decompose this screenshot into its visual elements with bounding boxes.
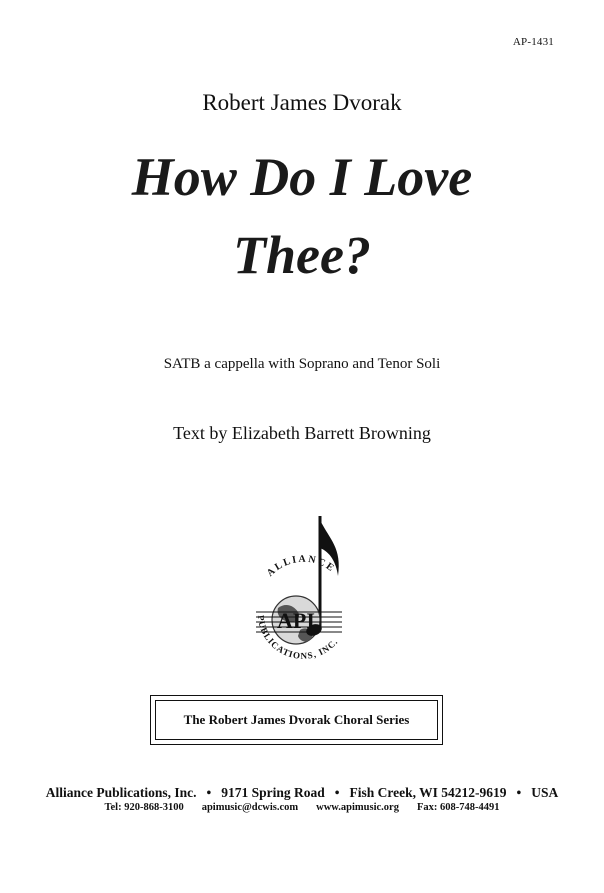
- svg-text:ALLIANCE: [265, 554, 337, 579]
- publisher-contact-line: [0, 802, 604, 813]
- publisher-fax: Fax: 608-748-4491: [416, 802, 500, 813]
- publisher-address-line: [0, 785, 604, 801]
- voicing: SATB a cappella with Soprano and Tenor Soli: [163, 356, 441, 372]
- bullet: •: [206, 785, 212, 800]
- publisher-name: Alliance Publications, Inc.: [45, 785, 197, 800]
- series-box: [150, 695, 443, 745]
- title-line-2: Thee?: [233, 225, 371, 285]
- publisher-logo-icon: [238, 512, 368, 687]
- composer-name: Robert James Dvorak: [202, 90, 402, 115]
- logo-top-text: ALLIANCE: [264, 553, 338, 579]
- publisher-email: apimusic@dcwis.com: [201, 802, 299, 813]
- publisher-country: USA: [531, 785, 559, 800]
- bullet: •: [334, 785, 340, 800]
- title-line-1: How Do I Love: [131, 147, 473, 207]
- publisher-website: www.apimusic.org: [316, 802, 399, 813]
- logo-bottom-text: PUBLICATIONS, INC.: [255, 614, 340, 661]
- series-name: The Robert James Dvorak Choral Series: [155, 700, 438, 740]
- catalog-number: AP-1431: [512, 36, 554, 48]
- publisher-city: Fish Creek, WI 54212-9619: [349, 785, 507, 800]
- text-credit: Text by Elizabeth Barrett Browning: [173, 423, 431, 443]
- bullet: •: [516, 785, 522, 800]
- publisher-street: 9171 Spring Road: [221, 785, 325, 800]
- logo-monogram: API: [277, 608, 315, 633]
- publisher-tel: Tel: 920-868-3100: [104, 802, 184, 813]
